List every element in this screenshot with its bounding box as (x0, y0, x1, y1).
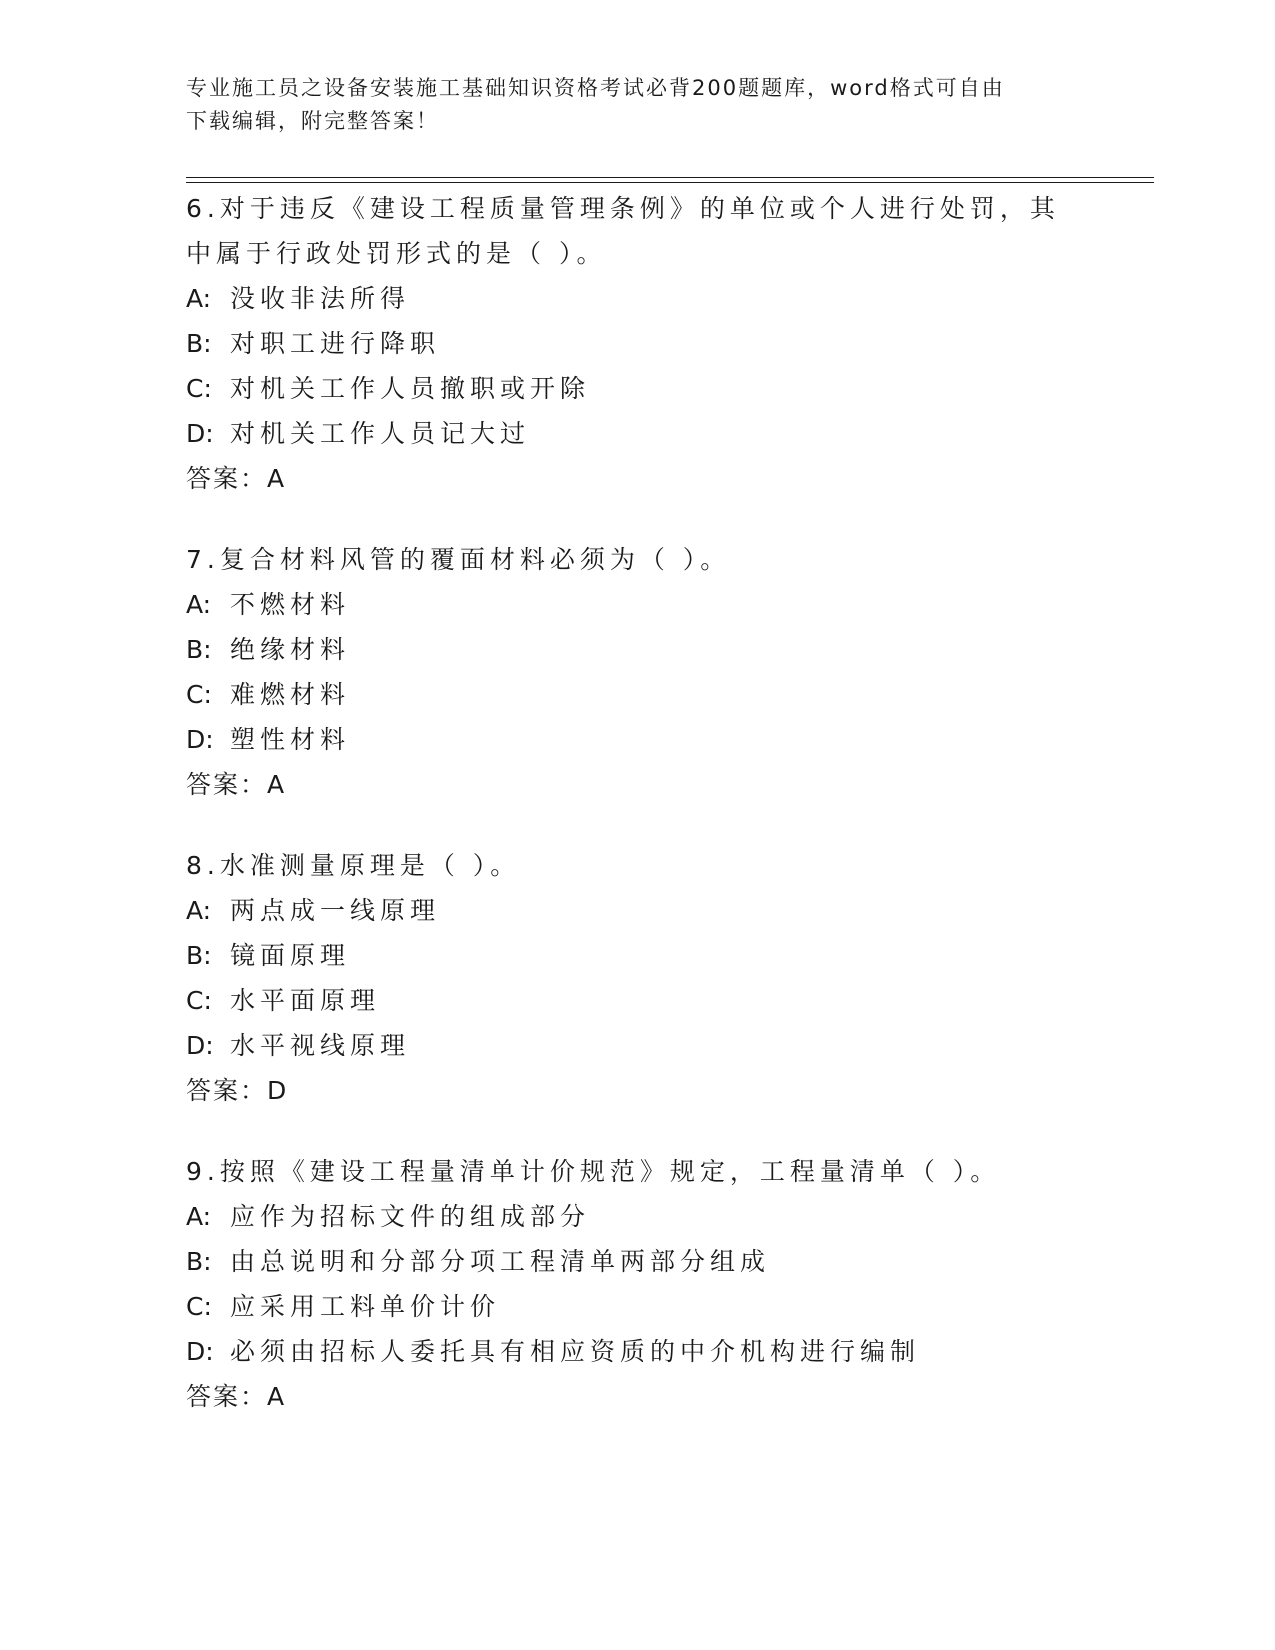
question-6 (186, 186, 1086, 502)
answer-line (186, 1068, 1086, 1114)
option-letter: A: (186, 1202, 212, 1231)
option-letter: C: (186, 1292, 212, 1321)
option-text: 对职工进行降职 (230, 329, 441, 358)
option-c (186, 366, 1086, 411)
option-a (186, 582, 1086, 627)
header-line-2: 下载编辑，附完整答案！ (186, 109, 439, 133)
option-letter: B: (186, 1247, 212, 1276)
answer-value: A (267, 464, 286, 493)
option-letter: C: (186, 680, 212, 709)
option-text: 对机关工作人员记大过 (230, 419, 531, 448)
option-letter: C: (186, 986, 212, 1015)
option-text: 由总说明和分部分项工程清单两部分组成 (230, 1247, 771, 1276)
option-a (186, 276, 1086, 321)
answer-value: A (267, 770, 286, 799)
option-letter: A: (186, 590, 212, 619)
option-letter: B: (186, 329, 212, 358)
question-9 (186, 1149, 1086, 1420)
answer-label: 答案： (186, 1076, 268, 1105)
option-b (186, 933, 1086, 978)
option-b (186, 1239, 1086, 1284)
option-c (186, 1284, 1086, 1329)
question-list (186, 186, 1086, 1455)
option-d (186, 1329, 1086, 1374)
option-text: 塑性材料 (230, 725, 351, 754)
option-text: 水平面原理 (230, 986, 381, 1015)
option-c (186, 672, 1086, 717)
option-d (186, 1023, 1086, 1068)
header-line-1: 专业施工员之设备安装施工基础知识资格考试必背200题题库，word格式可自由 (186, 76, 1005, 100)
option-c (186, 978, 1086, 1023)
answer-line (186, 456, 1086, 502)
option-d (186, 717, 1086, 762)
option-letter: D: (186, 725, 214, 754)
option-letter: D: (186, 1337, 214, 1366)
question-stem: 8.水准测量原理是（ ）。 (186, 851, 521, 880)
header-divider-top (186, 177, 1154, 178)
option-text: 应采用工料单价计价 (230, 1292, 501, 1321)
option-text: 两点成一线原理 (230, 896, 441, 925)
answer-label: 答案： (186, 770, 268, 799)
question-stem: 7.复合材料风管的覆面材料必须为（ ）。 (186, 545, 731, 574)
header-divider-bottom (186, 182, 1154, 183)
option-text: 镜面原理 (230, 941, 351, 970)
question-7 (186, 537, 1086, 808)
answer-value: D (267, 1076, 288, 1105)
document-header (186, 72, 1066, 138)
option-letter: D: (186, 419, 214, 448)
option-a (186, 888, 1086, 933)
option-letter: B: (186, 941, 212, 970)
option-letter: B: (186, 635, 212, 664)
option-b (186, 321, 1086, 366)
question-stem: 6.对于违反《建设工程质量管理条例》的单位或个人进行处罚，其中属于行政处罚形式的是（ ）。 (186, 194, 1060, 268)
option-text: 不燃材料 (230, 590, 351, 619)
answer-line (186, 762, 1086, 808)
option-d (186, 411, 1086, 456)
option-text: 难燃材料 (230, 680, 351, 709)
answer-value: A (267, 1382, 286, 1411)
option-text: 应作为招标文件的组成部分 (230, 1202, 591, 1231)
answer-label: 答案： (186, 1382, 268, 1411)
option-text: 没收非法所得 (230, 284, 411, 313)
option-b (186, 627, 1086, 672)
option-text: 水平视线原理 (230, 1031, 411, 1060)
option-text: 绝缘材料 (230, 635, 351, 664)
question-stem: 9.按照《建设工程量清单计价规范》规定，工程量清单（ ）。 (186, 1157, 1001, 1186)
answer-label: 答案： (186, 464, 268, 493)
option-text: 对机关工作人员撤职或开除 (230, 374, 591, 403)
option-letter: C: (186, 374, 212, 403)
answer-line (186, 1374, 1086, 1420)
option-letter: A: (186, 284, 212, 313)
option-a (186, 1194, 1086, 1239)
question-8 (186, 843, 1086, 1114)
option-letter: A: (186, 896, 212, 925)
option-text: 必须由招标人委托具有相应资质的中介机构进行编制 (230, 1337, 921, 1366)
option-letter: D: (186, 1031, 214, 1060)
